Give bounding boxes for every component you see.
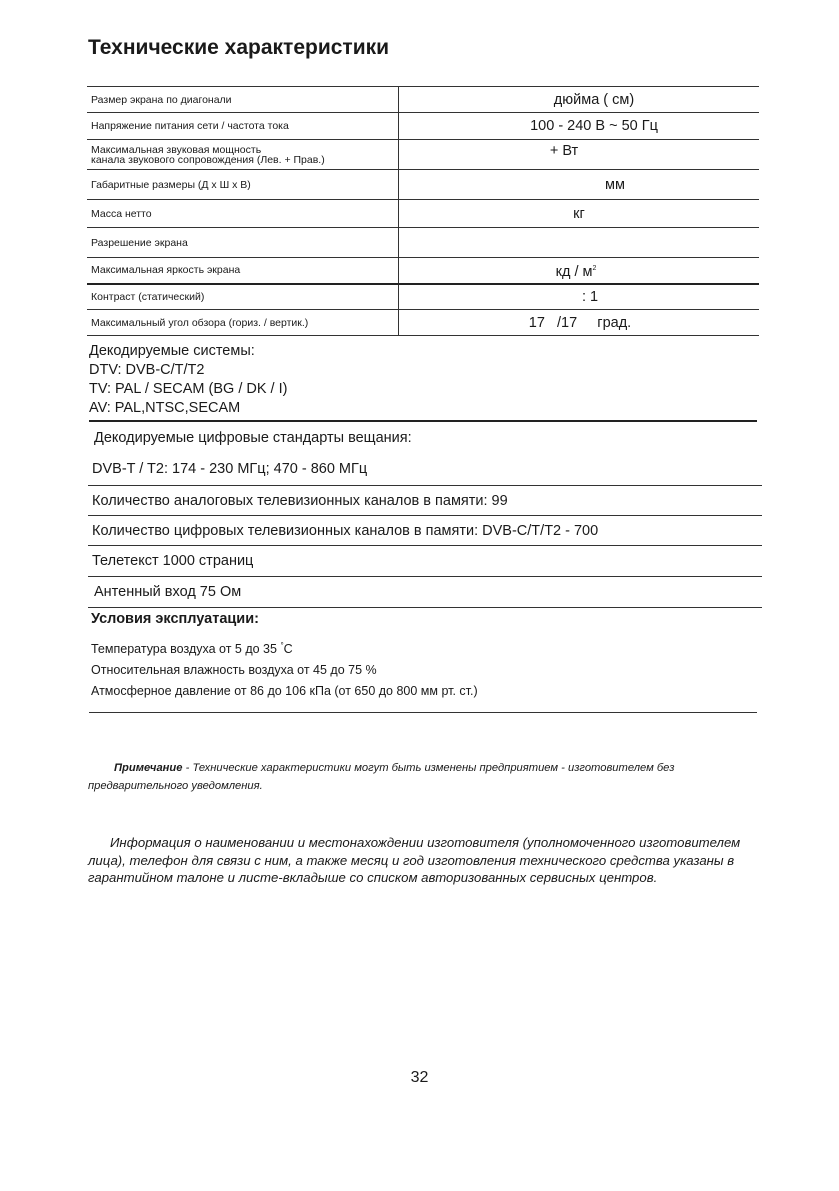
table-row [87,87,759,113]
digital-channels: Количество цифровых телевизионных каналов в памяти: DVB-C/T/T2 - 700 [88,516,762,546]
spec-value: мм [399,170,760,200]
table-row [87,228,759,258]
systems-av: AV: PAL,NTSC,SECAM [89,400,241,416]
analog-channels: Количество аналоговых телевизионных каналов в памяти: 99 [88,486,762,516]
spec-label: Максимальная яркость экрана [87,258,399,284]
manufacturer-info [88,834,760,887]
table-row [87,284,759,310]
spec-value: кг [399,200,760,228]
spec-value: + Вт [399,140,760,170]
page-title: Технические характеристики [88,36,390,59]
conditions-temperature: Температура воздуха от 5 до 35 °С [91,641,293,657]
operating-conditions [89,611,757,713]
conditions-pressure: Атмосферное давление от 86 до 106 кПа (от 650 до 800 мм рт. ст.) [91,684,478,699]
table-row [87,113,759,140]
table-row [87,200,759,228]
spec-value: 17 /17 град. [399,310,760,336]
spec-value: дюйма ( см) [399,87,760,113]
conditions-humidity: Относительная влажность воздуха от 45 до 75 % [91,663,377,678]
note-label: Примечание [114,762,183,774]
conditions-heading: Условия эксплуатации: [91,611,259,627]
broadcast-section [88,424,762,608]
broadcast-dvb: DVB-T / T2: 174 - 230 МГц; 470 - 860 МГц [88,452,762,486]
spec-value [399,228,760,258]
spec-label: Максимальная звуковая мощность канала звукового сопровождения (Лев. + Прав.) [87,140,399,170]
spec-label: Контраст (статический) [87,284,399,310]
info-text: Информация о наименовании и местонахождении изготовителя (уполномоченного изготовителем лица), телефон для связи с ним, а также месяц и год изготовления технического средства указаны в гарантийном талоне и листе-вкладыше со списком авторизованных сервисных центров. [88,835,741,885]
spec-label: Габаритные размеры (Д х Ш х В) [87,170,399,200]
spec-value: : 1 [399,284,760,310]
table-row [87,310,759,336]
spec-label: Максимальный угол обзора (гориз. / вертик.) [87,310,399,336]
table-row [87,140,759,170]
systems-heading: Декодируемые системы: [89,343,255,359]
specs-table [87,86,759,336]
teletext: Телетекст 1000 страниц [88,546,762,577]
spec-value: 100 - 240 В ~ 50 Гц [399,113,760,140]
spec-label: Масса нетто [87,200,399,228]
spec-label: Разрешение экрана [87,228,399,258]
antenna-input: Антенный вход 75 Ом [88,577,762,608]
systems-tv: TV: PAL / SECAM (BG / DK / I) [89,381,288,397]
table-row [87,170,759,200]
table-row [87,258,759,284]
systems-dtv: DTV: DVB-C/T/T2 [89,362,205,378]
broadcast-heading: Декодируемые цифровые стандарты вещания: [94,430,412,446]
decoded-systems [89,342,757,422]
spec-label: Размер экрана по диагонали [87,87,399,113]
page-number: 32 [410,1069,429,1086]
note [88,759,760,795]
spec-label: Напряжение питания сети / частота тока [87,113,399,140]
spec-value: кд / $м^2$ [399,258,760,284]
note-text: - Технические характеристики могут быть изменены предприятием - изготовителем без предварительного уведомления. [88,762,675,792]
